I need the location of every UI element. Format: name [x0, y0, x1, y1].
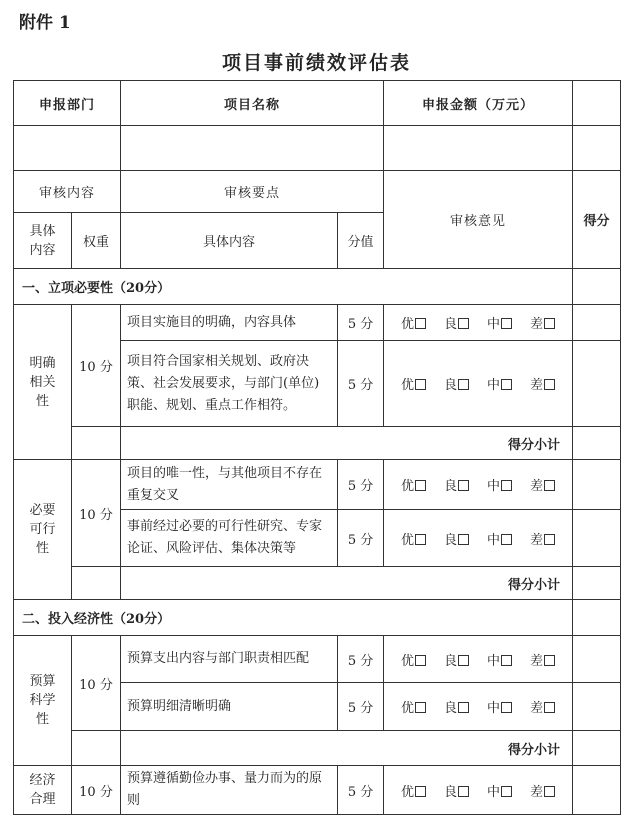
item-description: 项目的唯一性，与其他项目不存在重复交叉	[121, 460, 338, 510]
rating-label-medium: 中	[487, 701, 501, 716]
rating-option-medium[interactable]	[487, 697, 512, 716]
weight-header: 权重	[72, 213, 121, 269]
rating-label-medium: 中	[487, 532, 501, 548]
checkbox-icon[interactable]	[458, 379, 469, 390]
rating-label-good: 良	[444, 701, 458, 716]
checkbox-icon[interactable]	[458, 786, 469, 797]
checkbox-icon[interactable]	[501, 534, 512, 545]
score-value-header: 分值	[338, 213, 384, 269]
rating-options	[388, 475, 568, 494]
review-opinion-cell	[384, 460, 573, 510]
score-header: 得分	[573, 171, 621, 269]
rating-option-medium[interactable]	[487, 781, 512, 800]
rating-label-medium: 中	[487, 479, 501, 494]
checkbox-icon[interactable]	[544, 534, 555, 545]
rating-label-good: 良	[444, 378, 458, 393]
rating-label-excellent: 优	[401, 317, 415, 332]
project-name-value-cell[interactable]	[121, 126, 384, 171]
review-opinion-cell	[384, 766, 573, 815]
rating-label-medium: 中	[487, 317, 501, 332]
review-opinion-cell	[384, 341, 573, 427]
rating-label-poor: 差	[530, 317, 544, 332]
category-label: 经济 合理	[14, 766, 72, 815]
item-score-cell[interactable]	[573, 636, 621, 683]
rating-label-poor: 差	[530, 653, 544, 669]
item-score-value: 5 分	[338, 510, 384, 567]
rating-option-excellent[interactable]	[401, 781, 426, 800]
review-opinion-cell	[384, 636, 573, 683]
rating-label-medium: 中	[487, 653, 501, 669]
item-score-cell[interactable]	[573, 683, 621, 731]
item-description: 项目实施目的明确，内容具体	[121, 305, 338, 341]
dept-value-cell[interactable]	[14, 126, 121, 171]
rating-options	[388, 313, 568, 332]
item-score-value: 5 分	[338, 460, 384, 510]
subtotal-label: 得分小计	[121, 567, 573, 600]
checkbox-icon[interactable]	[544, 702, 555, 713]
subtotal-score-cell[interactable]	[573, 731, 621, 766]
checkbox-icon[interactable]	[415, 318, 426, 329]
rating-label-good: 良	[444, 532, 458, 548]
checkbox-icon[interactable]	[501, 318, 512, 329]
checkbox-icon[interactable]	[501, 786, 512, 797]
rating-option-excellent[interactable]	[401, 374, 426, 393]
rating-label-excellent: 优	[401, 532, 415, 548]
subtotal-label: 得分小计	[121, 731, 573, 766]
rating-option-good[interactable]	[444, 374, 469, 393]
rating-label-medium: 中	[487, 784, 501, 800]
rating-label-excellent: 优	[401, 701, 415, 716]
checkbox-icon[interactable]	[415, 534, 426, 545]
rating-option-excellent[interactable]	[401, 697, 426, 716]
specific-content-header: 具体 内容	[14, 213, 72, 269]
rating-option-poor[interactable]	[530, 475, 555, 494]
rating-label-excellent: 优	[401, 784, 415, 800]
checkbox-icon[interactable]	[415, 702, 426, 713]
subtotal-spacer	[72, 427, 121, 460]
rating-options	[388, 650, 568, 669]
rating-option-excellent[interactable]	[401, 650, 426, 669]
rating-option-medium[interactable]	[487, 650, 512, 669]
category-label: 明确 相关 性	[14, 305, 72, 460]
checkbox-icon[interactable]	[458, 702, 469, 713]
rating-label-poor: 差	[530, 378, 544, 393]
rating-options	[388, 697, 568, 716]
rating-label-excellent: 优	[401, 378, 415, 393]
checkbox-icon[interactable]	[458, 655, 469, 666]
rating-option-good[interactable]	[444, 781, 469, 800]
review-opinion-header: 审核意见	[384, 171, 573, 269]
weight-value: 10 分	[72, 460, 121, 567]
blank-cell	[573, 126, 621, 171]
item-score-cell[interactable]	[573, 460, 621, 510]
rating-label-poor: 差	[530, 784, 544, 800]
rating-label-good: 良	[444, 653, 458, 669]
item-description: 事前经过必要的可行性研究、专家论证、风险评估、集体决策等	[121, 510, 338, 567]
rating-option-poor[interactable]	[530, 529, 555, 548]
subtotal-spacer	[72, 567, 121, 600]
project-name-header: 项目名称	[121, 81, 384, 126]
checkbox-icon[interactable]	[501, 702, 512, 713]
review-points-header: 审核要点	[121, 171, 384, 213]
review-opinion-cell	[384, 510, 573, 567]
rating-option-poor[interactable]	[530, 650, 555, 669]
weight-value: 10 分	[72, 766, 121, 815]
rating-option-excellent[interactable]	[401, 475, 426, 494]
checkbox-icon[interactable]	[415, 655, 426, 666]
section-title: 二、投入经济性（20分）	[14, 600, 573, 636]
category-label: 预算 科学 性	[14, 636, 72, 766]
section-score-cell[interactable]	[573, 600, 621, 636]
checkbox-icon[interactable]	[458, 480, 469, 491]
rating-option-good[interactable]	[444, 475, 469, 494]
item-score-cell[interactable]	[573, 341, 621, 427]
item-score-value: 5 分	[338, 766, 384, 815]
checkbox-icon[interactable]	[544, 786, 555, 797]
item-score-value: 5 分	[338, 636, 384, 683]
amount-cell[interactable]	[573, 81, 621, 126]
checkbox-icon[interactable]	[458, 534, 469, 545]
item-score-value: 5 分	[338, 683, 384, 731]
rating-label-excellent: 优	[401, 653, 415, 669]
item-description: 项目符合国家相关规划、政府决策、社会发展要求，与部门(单位)职能、规划、重点工作相符。	[121, 341, 338, 427]
rating-options	[388, 374, 568, 393]
rating-option-excellent[interactable]	[401, 529, 426, 548]
rating-label-good: 良	[444, 317, 458, 332]
subtotal-spacer	[72, 731, 121, 766]
item-score-cell[interactable]	[573, 766, 621, 815]
rating-label-poor: 差	[530, 532, 544, 548]
checkbox-icon[interactable]	[415, 786, 426, 797]
rating-option-good[interactable]	[444, 650, 469, 669]
checkbox-icon[interactable]	[458, 318, 469, 329]
specific-detail-header: 具体内容	[121, 213, 338, 269]
checkbox-icon[interactable]	[501, 480, 512, 491]
rating-option-poor[interactable]	[530, 697, 555, 716]
checkbox-icon[interactable]	[501, 379, 512, 390]
rating-option-medium[interactable]	[487, 313, 512, 332]
section-score-cell[interactable]	[573, 269, 621, 305]
evaluation-table	[13, 80, 621, 815]
checkbox-icon[interactable]	[415, 379, 426, 390]
rating-option-good[interactable]	[444, 529, 469, 548]
subtotal-score-cell[interactable]	[573, 567, 621, 600]
rating-option-excellent[interactable]	[401, 313, 426, 332]
checkbox-icon[interactable]	[544, 318, 555, 329]
rating-option-poor[interactable]	[530, 313, 555, 332]
rating-label-good: 良	[444, 479, 458, 494]
item-score-value: 5 分	[338, 305, 384, 341]
checkbox-icon[interactable]	[544, 480, 555, 491]
item-description: 预算遵循勤俭办事、量力而为的原则	[121, 766, 338, 815]
review-opinion-cell	[384, 683, 573, 731]
rating-label-poor: 差	[530, 701, 544, 716]
rating-option-poor[interactable]	[530, 781, 555, 800]
subtotal-label: 得分小计	[121, 427, 573, 460]
checkbox-icon[interactable]	[415, 480, 426, 491]
checkbox-icon[interactable]	[501, 655, 512, 666]
attachment-label: 附件 1	[19, 13, 71, 33]
weight-value: 10 分	[72, 636, 121, 731]
item-score-value: 5 分	[338, 341, 384, 427]
rating-option-medium[interactable]	[487, 374, 512, 393]
item-score-cell[interactable]	[573, 510, 621, 567]
subtotal-score-cell[interactable]	[573, 427, 621, 460]
item-description: 预算明细清晰明确	[121, 683, 338, 731]
page-title: 项目事前绩效评估表	[221, 52, 411, 74]
section-title: 一、立项必要性（20分）	[14, 269, 573, 305]
category-label: 必要 可行 性	[14, 460, 72, 600]
rating-options	[388, 529, 568, 548]
rating-option-good[interactable]	[444, 697, 469, 716]
rating-option-good[interactable]	[444, 313, 469, 332]
checkbox-icon[interactable]	[544, 379, 555, 390]
item-description: 预算支出内容与部门职责相匹配	[121, 636, 338, 683]
review-content-header: 审核内容	[14, 171, 121, 213]
amount-header: 申报金额（万元）	[384, 81, 573, 126]
rating-option-poor[interactable]	[530, 374, 555, 393]
dept-header: 申报部门	[14, 81, 121, 126]
weight-value: 10 分	[72, 305, 121, 427]
rating-option-medium[interactable]	[487, 529, 512, 548]
review-opinion-cell	[384, 305, 573, 341]
rating-label-medium: 中	[487, 378, 501, 393]
rating-label-excellent: 优	[401, 479, 415, 494]
rating-label-good: 良	[444, 784, 458, 800]
item-score-cell[interactable]	[573, 305, 621, 341]
checkbox-icon[interactable]	[544, 655, 555, 666]
rating-option-medium[interactable]	[487, 475, 512, 494]
rating-options	[388, 781, 568, 800]
rating-label-poor: 差	[530, 479, 544, 494]
amount-value-cell[interactable]	[384, 126, 573, 171]
